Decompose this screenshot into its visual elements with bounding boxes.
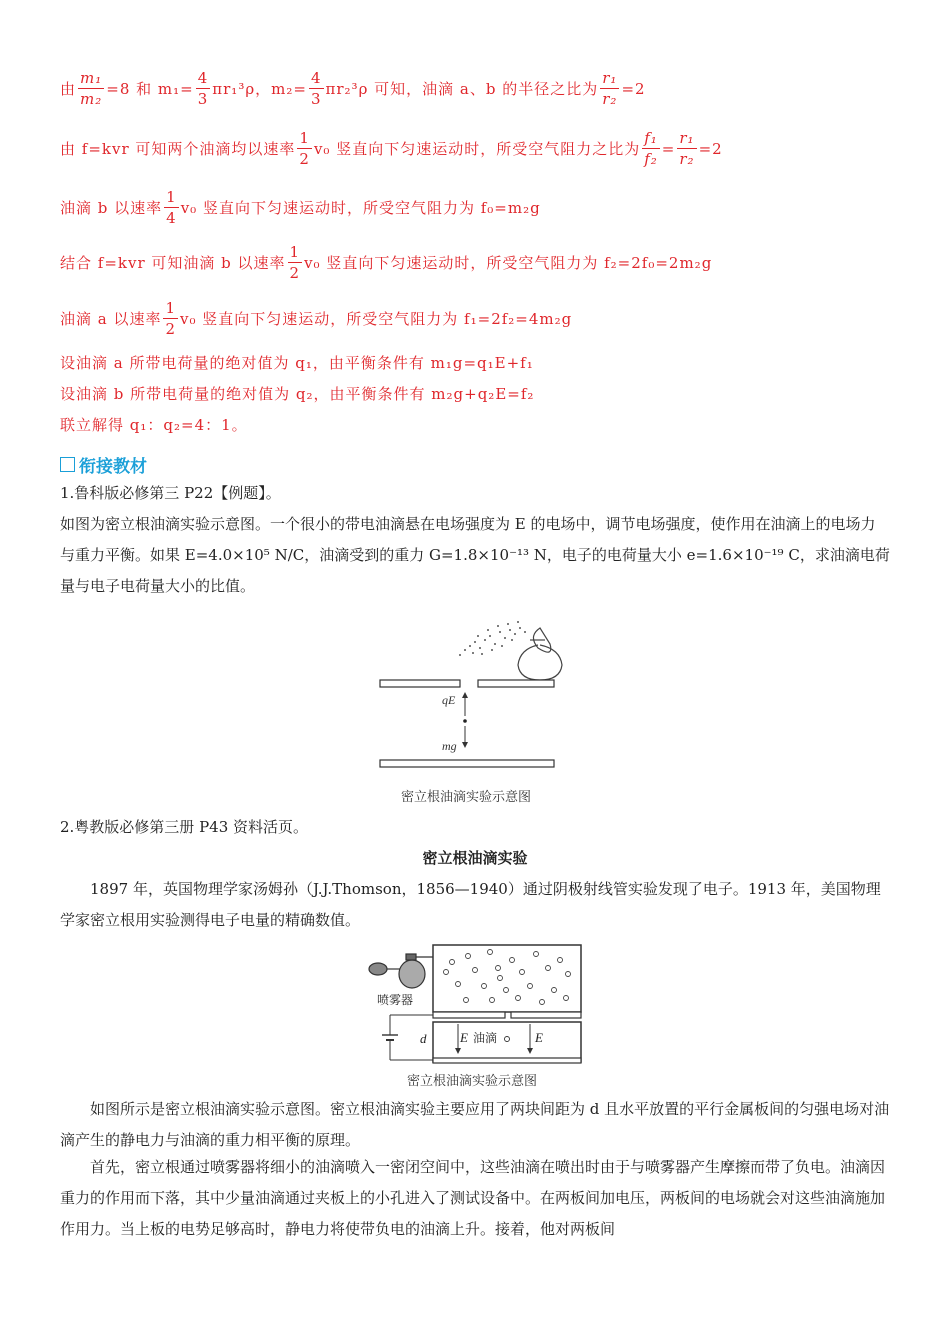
fraction-4-3-b: $\frac{4}{3}$: [310, 69, 322, 108]
figure1-caption: 密立根油滴实验示意图: [401, 790, 532, 805]
figure-millikan-1: [370, 600, 570, 780]
item2-heading: 密立根油滴实验: [422, 849, 528, 867]
fraction-quarter: $\frac{1}{4}$: [166, 188, 177, 227]
middle-plate-left: [433, 1012, 505, 1018]
text: πr₁³ρ，m₂=: [212, 80, 307, 98]
item2-paragraph-1: 1897 年，英国物理学家汤姆孙（J.J.Thomson，1856—1940）通过阴极射线管实验发现了电子。1913 年，美国物理学家密立根用实验测得电子电量的精确数值。: [60, 880, 881, 929]
figure2-caption: 密立根油滴实验示意图: [407, 1074, 538, 1089]
bottom-plate: [433, 1058, 581, 1063]
sprayer-icon: [518, 628, 562, 680]
label-mg: mg: [442, 739, 457, 753]
solution-line-8: 联立解得 q₁：q₂=4：1。: [60, 416, 248, 434]
fraction-f1-f2: $\frac{\text{f₁}}{\text{f₂}}$: [644, 129, 658, 168]
text: πr₂³ρ 可知，油滴 a、b 的半径之比为: [325, 80, 599, 98]
fraction-half: $\frac{1}{2}$: [299, 129, 310, 168]
item2-paragraph-3: 首先，密立根通过喷雾器将细小的油滴喷入一密闭空间中，这些油滴在喷出时由于与喷雾器产生摩擦而带了负电。油滴因重力的作用而下落，其中少量油滴通过夹板上的小孔进入了测试设备中。在两板间加电压，两板间的电场就会对这些油滴施加作用力。当上板的电势足够高时，静电力将使带负电的油滴上升。接着，他对两板间: [60, 1158, 886, 1238]
text: =8 和 m₁=: [106, 80, 194, 98]
item2-paragraph-2: 如图所示是密立根油滴实验示意图。密立根油滴实验主要应用了两块间距为 d 且水平放置的平行金属板间的匀强电场对油滴产生的静电力与油滴的重力相平衡的原理。: [60, 1100, 890, 1149]
solution-line-4: 结合 f=kvr 可知油滴 b 以速率 $\frac{1}{2}$ v₀ 竖直向下匀速运动时，所受空气阻力为 f₂=2f₀=2m₂g: [60, 243, 713, 282]
solution-line-7: 设油滴 b 所带电荷量的绝对值为 q₂，由平衡条件有 m₂g+q₂E=f₂: [60, 385, 535, 403]
label-sprayer: 喷雾器: [377, 993, 414, 1007]
checkbox-square-icon: [60, 457, 75, 472]
fraction-4-3: $\frac{4}{3}$: [197, 69, 209, 108]
solution-line-1: [60, 68, 646, 109]
label-oil-drop: 油滴: [473, 1031, 498, 1045]
item1-title: 1.鲁科版必修第三 P22【例题】。: [60, 484, 281, 502]
item2-title: 2.粤教版必修第三册 P43 资料活页。: [60, 818, 309, 836]
label-d: d: [420, 1031, 427, 1046]
label-E-right: E: [535, 1030, 543, 1045]
top-plate-left: [380, 680, 460, 687]
fraction-half-c: $\frac{1}{2}$: [165, 299, 177, 338]
solution-line-5: 油滴 a 以速率 $\frac{1}{2}$ v₀ 竖直向下匀速运动，所受空气阻力为 f₁=2f₂=4m₂g: [60, 299, 573, 338]
bottom-plate: [380, 760, 554, 767]
fraction-r1-r2: $\frac{\text{r₁}}{\text{r₂}}$: [602, 69, 618, 108]
label-E-left: E: [460, 1030, 468, 1045]
oil-drop: [463, 719, 467, 723]
lower-chamber: [433, 1022, 581, 1062]
figure-millikan-2: [360, 942, 585, 1067]
label-qE: qE: [442, 693, 456, 707]
text: 由: [60, 80, 77, 98]
section-heading: 衔接教材: [60, 452, 147, 477]
top-plate-right: [478, 680, 554, 687]
arrow-down-head: [462, 742, 468, 748]
spray-dots: [459, 621, 526, 656]
item1-body: 如图为密立根油滴实验示意图。一个很小的带电油滴悬在电场强度为 E 的电场中，调节电场强度，使作用在油滴上的电场力与重力平衡。如果 E=4.0×10⁵ N/C，油滴受到的重力 G=1.8×10⁻¹³ N，电子的电荷量大小 e=1.6×10⁻¹⁹ C，求油滴电荷量与电子电荷量大小的比值。: [60, 515, 890, 595]
fraction-m1-m2: $\frac{\text{m₁}}{\text{m₂}}$: [80, 69, 103, 108]
solution-line-6: 设油滴 a 所带电荷量的绝对值为 q₁，由平衡条件有 m₁g=q₁E+f₁: [60, 354, 534, 372]
upper-chamber: [433, 945, 581, 1012]
middle-plate-right: [511, 1012, 581, 1018]
arrow-up-head: [462, 692, 468, 698]
solution-line-3: 油滴 b 以速率 $\frac{1}{4}$ v₀ 竖直向下匀速运动时，所受空气阻力为 f₀=m₂g: [60, 188, 541, 227]
solution-line-2: 由 f=kvr 可知两个油滴均以速率 $\frac{1}{2}$ v₀ 竖直向下匀速运动时，所受空气阻力之比为 $\frac{\text{f₁}}{\text{f₂}}$ = $\frac{\text{r₁}}{\text{r₂}}$ =2: [60, 129, 723, 168]
fraction-half-b: $\frac{1}{2}$: [289, 243, 301, 282]
fraction-r1-r2-b: $\frac{\text{r₁}}{\text{r₂}}$: [679, 129, 695, 168]
text: =2: [621, 79, 646, 98]
